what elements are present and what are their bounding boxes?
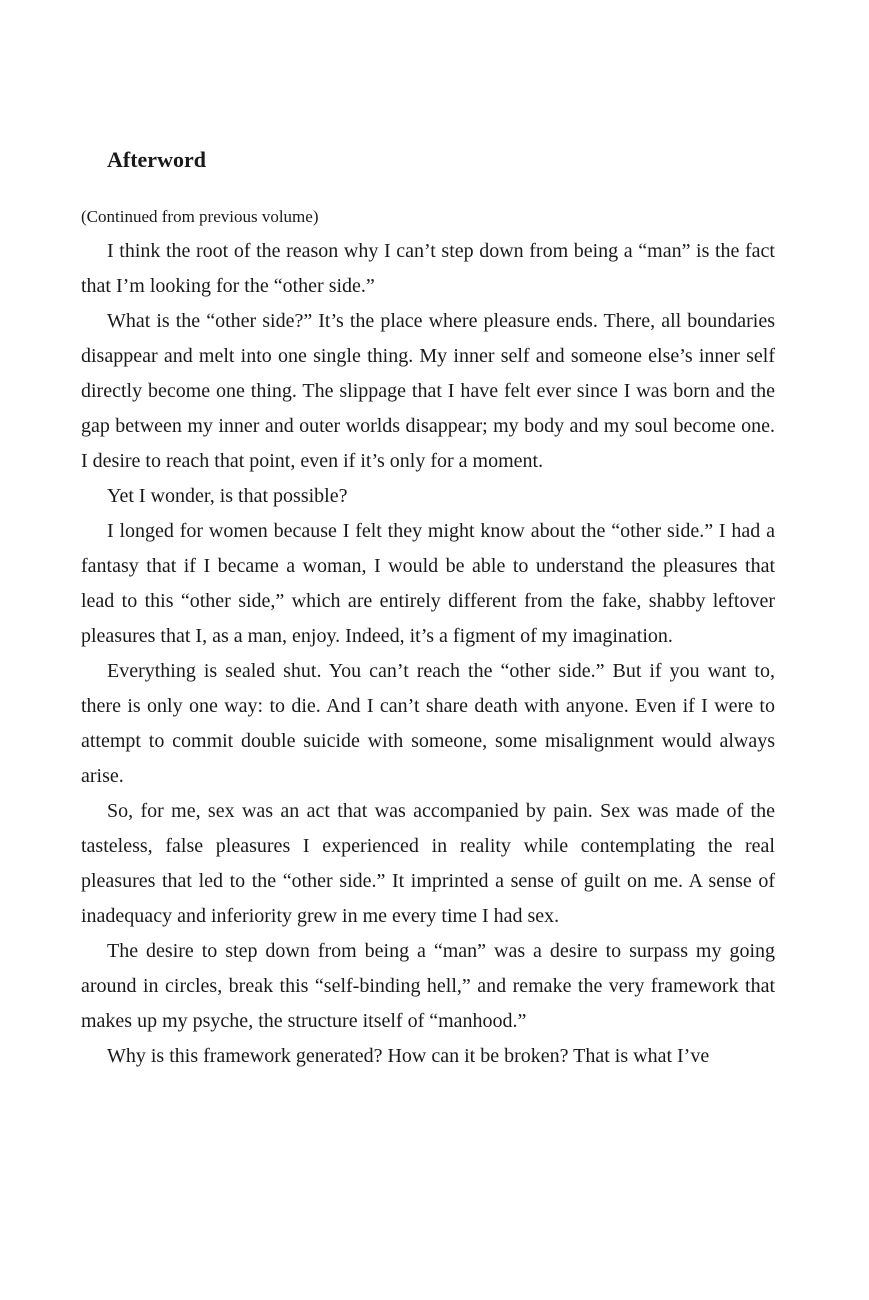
paragraph: Why is this framework generated? How can it be broken? That is what I’ve — [107, 1045, 710, 1067]
paragraph: I longed for women because I felt they might know about the “other side.” I had a fantasy that if I became a woman, I would be able to understand the pleasures that lead to this “other side,” which are entirely different from the fake, shabby leftover pleasures that I, as a man, enjoy. Indeed, it’s a figment of my imagination. — [81, 520, 775, 647]
paragraph: I think the root of the reason why I can’t step down from being a “man” is the fact that I’m looking for the “other side.” — [81, 240, 775, 297]
paragraph: What is the “other side?” It’s the place where pleasure ends. There, all boundaries disappear and melt into one single thing. My inner self and someone else’s inner self directly become one thing. The slippage that I have felt ever since I was born and the gap between my inner and outer worlds disappear; my body and my soul become one. I desire to reach that point, even if it’s only for a moment. — [81, 310, 775, 472]
paragraph: The desire to step down from being a “man” was a desire to surpass my going around in circles, break this “self-binding hell,” and remake the very framework that makes up my psyche, the structure itself of “manhood.” — [81, 940, 775, 1032]
body-text — [81, 234, 775, 1074]
paragraph: So, for me, sex was an act that was accompanied by pain. Sex was made of the tasteless, false pleasures I experienced in reality while contemplating the real pleasures that led to the “other side.” It imprinted a sense of guilt on me. A sense of inadequacy and inferiority grew in me every time I had sex. — [81, 800, 775, 927]
paragraph: Yet I wonder, is that possible? — [107, 485, 348, 507]
paragraph: Everything is sealed shut. You can’t reach the “other side.” But if you want to, there is only one way: to die. And I can’t share death with anyone. Even if I were to attempt to commit double suicide with someone, some misalignment would always arise. — [81, 660, 775, 787]
continuation-note: (Continued from previous volume) — [81, 207, 319, 226]
chapter-heading: Afterword — [107, 147, 206, 172]
